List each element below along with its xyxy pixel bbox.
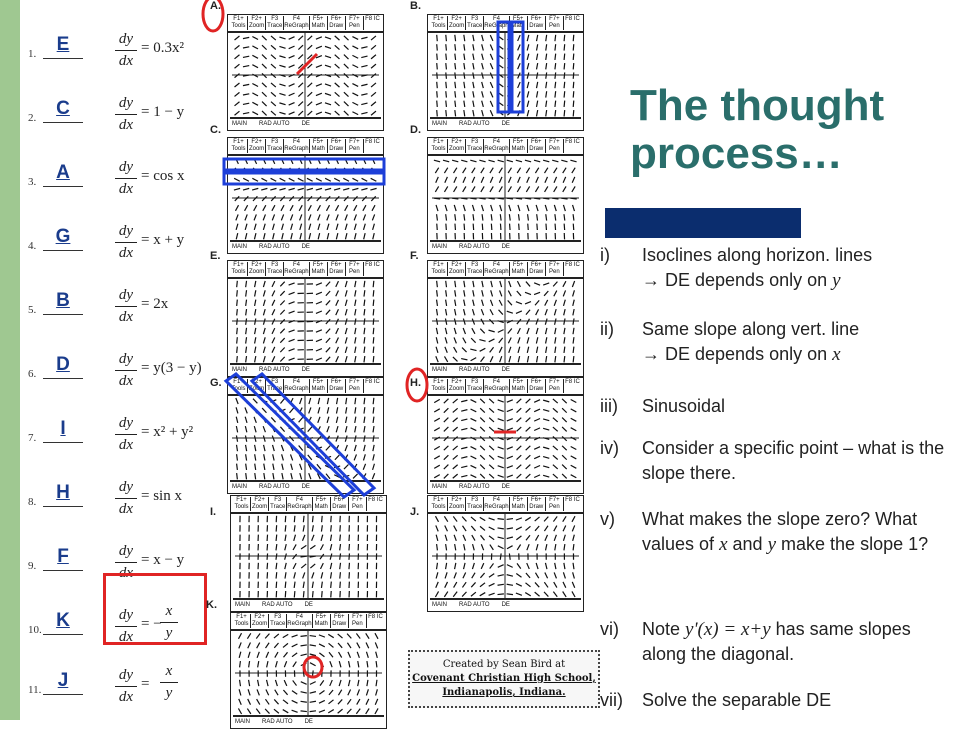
question-number: 3. xyxy=(28,176,36,188)
menu-key: F6+ Draw xyxy=(331,614,349,628)
fraction-bottom: dx xyxy=(115,564,137,583)
menu-key: F6+ Draw xyxy=(331,497,349,511)
graph-letter: F. xyxy=(410,250,419,262)
answer-letter: A xyxy=(50,162,76,184)
menu-key: F2+ Zoom xyxy=(448,139,466,153)
status-text: RAD AUTO xyxy=(259,482,290,493)
item-body xyxy=(642,507,957,557)
graph-letter: E. xyxy=(210,250,220,262)
menu-key: F7+ Pen xyxy=(346,262,364,276)
status-text: RAD AUTO xyxy=(262,717,293,728)
menu-key: F8 IC xyxy=(367,614,384,628)
menu-key: F8 IC xyxy=(364,379,381,393)
fraction-bottom: dx xyxy=(115,116,137,135)
fraction-bottom: dx xyxy=(115,372,137,391)
fraction-top: dy xyxy=(115,222,137,241)
item-label: ii) xyxy=(600,317,614,342)
menu-key: F7+ Pen xyxy=(546,139,564,153)
graph-letter: K. xyxy=(206,599,217,611)
fraction-bottom: dx xyxy=(115,436,137,455)
item-body xyxy=(642,436,957,486)
menu-key: F8 IC xyxy=(564,16,581,30)
menu-key: F2+ Zoom xyxy=(251,614,269,628)
answer-letter: B xyxy=(50,290,76,312)
equation-rhs: = xyxy=(141,676,149,693)
menu-key: F1+ Tools xyxy=(230,379,248,393)
menu-key: F6+ Draw xyxy=(528,16,546,30)
vertical-highlight-1 xyxy=(498,22,509,112)
item-text-line2: → DE depends only on xyxy=(642,344,832,364)
menu-key: F7+ Pen xyxy=(546,262,564,276)
menu-key: F5+ Math xyxy=(510,497,528,511)
question-number: 6. xyxy=(28,368,36,380)
menu-key: F3 Trace xyxy=(266,139,284,153)
item-label: i) xyxy=(600,243,610,268)
menu-key: F5+ Math xyxy=(310,262,328,276)
item-text: Note xyxy=(642,619,680,639)
status-text: DE xyxy=(305,717,313,728)
question-number: 4. xyxy=(28,240,36,252)
menu-key: F2+ Zoom xyxy=(448,497,466,511)
menu-key: F5+ Math xyxy=(313,614,331,628)
and-text: and xyxy=(733,534,763,554)
status-text: DE xyxy=(302,242,310,253)
fraction-bottom: dx xyxy=(115,244,137,263)
menu-key: F2+ Zoom xyxy=(251,497,269,511)
menu-key: F8 IC xyxy=(564,139,581,153)
menu-key: F1+ Tools xyxy=(430,262,448,276)
menu-key: F5+ Math xyxy=(310,139,328,153)
status-text: DE xyxy=(302,365,310,376)
menu-key: F4 ReGraph xyxy=(484,379,509,393)
item-text: Isoclines along horizon. lines xyxy=(642,245,872,265)
menu-key: F5+ Math xyxy=(510,262,528,276)
menu-key: F8 IC xyxy=(367,497,384,511)
item-text-line2: → DE depends only on xyxy=(642,270,832,290)
variable-x: x xyxy=(719,534,727,555)
fraction-top: dy xyxy=(115,94,137,113)
menu-key: F6+ Draw xyxy=(328,262,346,276)
status-text: DE xyxy=(302,482,310,493)
answer-letter: G xyxy=(50,226,76,248)
menu-key: F1+ Tools xyxy=(233,614,251,628)
menu-key: F4 ReGraph xyxy=(284,16,309,30)
item-variable: x xyxy=(832,344,840,365)
question-number: 2. xyxy=(28,112,36,124)
menu-key: F4 ReGraph xyxy=(287,497,312,511)
menu-key: F6+ Draw xyxy=(328,139,346,153)
status-text: DE xyxy=(502,482,510,493)
horizontal-highlight-2 xyxy=(224,173,384,184)
menu-key: F1+ Tools xyxy=(230,262,248,276)
fraction-bottom: dx xyxy=(115,52,137,71)
menu-key: F3 Trace xyxy=(466,379,484,393)
status-text: MAIN xyxy=(432,482,447,493)
menu-key: F6+ Draw xyxy=(528,379,546,393)
status-text: MAIN xyxy=(432,242,447,253)
item-label: iv) xyxy=(600,436,619,461)
menu-key: F4 ReGraph xyxy=(484,16,509,30)
answer-letter: C xyxy=(50,98,76,120)
item-body xyxy=(642,688,957,713)
status-text: MAIN xyxy=(235,717,250,728)
menu-key: F2+ Zoom xyxy=(448,262,466,276)
equation-rhs: = cos x xyxy=(141,168,184,185)
menu-key: F5+ Math xyxy=(310,379,328,393)
fraction-bottom: dx xyxy=(115,628,137,647)
menu-key: F3 Trace xyxy=(466,139,484,153)
rhs-fraction-top: x xyxy=(160,602,178,621)
item-label: vii) xyxy=(600,688,623,713)
variable-y: y xyxy=(768,534,776,555)
credit-line-1: Created by Sean Bird at xyxy=(410,658,598,672)
menu-key: F8 IC xyxy=(564,497,581,511)
menu-key: F1+ Tools xyxy=(430,139,448,153)
item-text: Solve the separable DE xyxy=(642,690,831,710)
graph-letter: H. xyxy=(410,377,421,389)
menu-key: F4 ReGraph xyxy=(284,139,309,153)
credit-box xyxy=(408,650,600,708)
equation-rhs: = 2x xyxy=(141,296,168,313)
status-text: DE xyxy=(502,365,510,376)
menu-key: F1+ Tools xyxy=(430,16,448,30)
menu-key: F2+ Zoom xyxy=(248,379,266,393)
menu-key: F8 IC xyxy=(364,262,381,276)
status-text: RAD AUTO xyxy=(459,242,490,253)
title-underline-bar xyxy=(605,208,801,238)
answer-letter: D xyxy=(50,354,76,376)
page-title: The thought process… xyxy=(630,82,930,178)
question-number: 8. xyxy=(28,496,36,508)
menu-key: F8 IC xyxy=(564,262,581,276)
graph-letter: B. xyxy=(410,0,421,12)
equation-rhs: = 0.3x² xyxy=(141,40,184,57)
fraction-top: dy xyxy=(115,666,137,685)
menu-key: F6+ Draw xyxy=(528,139,546,153)
fraction-top: dy xyxy=(115,350,137,369)
question-number: 9. xyxy=(28,560,36,572)
answer-letter: K xyxy=(50,610,76,632)
item-label: v) xyxy=(600,507,615,532)
status-text: MAIN xyxy=(432,365,447,376)
fraction-top: dy xyxy=(115,158,137,177)
menu-key: F4 ReGraph xyxy=(484,497,509,511)
menu-key: F1+ Tools xyxy=(230,139,248,153)
menu-key: F7+ Pen xyxy=(349,497,367,511)
fraction-bottom: dx xyxy=(115,308,137,327)
graph-letter: D. xyxy=(410,124,421,136)
item-text-end: make the slope 1? xyxy=(781,534,928,554)
question-number: 5. xyxy=(28,304,36,316)
status-text: DE xyxy=(502,242,510,253)
answer-letter: E xyxy=(50,34,76,56)
menu-key: F3 Trace xyxy=(466,16,484,30)
graph-letter: I. xyxy=(210,506,216,518)
status-text: DE xyxy=(502,600,510,611)
menu-key: F4 ReGraph xyxy=(484,262,509,276)
menu-key: F3 Trace xyxy=(266,16,284,30)
status-text: RAD AUTO xyxy=(459,600,490,611)
menu-key: F5+ Math xyxy=(310,16,328,30)
menu-key: F4 ReGraph xyxy=(484,139,509,153)
item-label: vi) xyxy=(600,617,619,642)
menu-key: F7+ Pen xyxy=(546,16,564,30)
graph-letter: C. xyxy=(210,124,221,136)
menu-key: F3 Trace xyxy=(466,262,484,276)
status-text: DE xyxy=(502,119,510,130)
status-text: RAD AUTO xyxy=(459,119,490,130)
answer-letter: I xyxy=(50,418,76,440)
menu-key: F5+ Math xyxy=(510,379,528,393)
menu-key: F5+ Math xyxy=(510,16,528,30)
fraction-top: dy xyxy=(115,414,137,433)
menu-key: F2+ Zoom xyxy=(248,16,266,30)
status-text: RAD AUTO xyxy=(262,600,293,611)
menu-key: F7+ Pen xyxy=(546,379,564,393)
status-text: MAIN xyxy=(432,600,447,611)
status-text: MAIN xyxy=(232,242,247,253)
item-formula: y'(x) = x+y xyxy=(685,619,771,640)
fraction-bottom: dx xyxy=(115,688,137,707)
graph-letter: J. xyxy=(410,506,419,518)
status-text: MAIN xyxy=(432,119,447,130)
status-text: MAIN xyxy=(232,365,247,376)
answer-letter: H xyxy=(50,482,76,504)
menu-key: F4 ReGraph xyxy=(284,379,309,393)
item-text: Consider a specific point – what is the slope there. xyxy=(642,438,944,483)
fraction-top: dy xyxy=(115,606,137,625)
vertical-highlight-2 xyxy=(512,22,523,112)
menu-key: F8 IC xyxy=(564,379,581,393)
item-text-end: has same slopes along the diagonal. xyxy=(642,619,911,664)
menu-key: F2+ Zoom xyxy=(448,16,466,30)
menu-key: F7+ Pen xyxy=(346,16,364,30)
menu-key: F8 IC xyxy=(364,16,381,30)
status-text: RAD AUTO xyxy=(259,119,290,130)
answer-letter: J xyxy=(50,670,76,692)
equation-rhs: = 1 − y xyxy=(141,104,184,121)
item-variable: y xyxy=(832,270,840,291)
menu-key: F5+ Math xyxy=(313,497,331,511)
menu-key: F6+ Draw xyxy=(528,497,546,511)
menu-key: F3 Trace xyxy=(269,614,287,628)
fraction-top: dy xyxy=(115,286,137,305)
fraction-bottom: dx xyxy=(115,500,137,519)
item-text: What makes the slope zero? What values of xyxy=(642,509,917,554)
fraction-top: dy xyxy=(115,30,137,49)
item-body xyxy=(642,317,957,367)
menu-key: F4 ReGraph xyxy=(284,262,309,276)
credit-line-2: Covenant Christian High School, xyxy=(410,672,598,686)
menu-key: F3 Trace xyxy=(466,497,484,511)
menu-key: F3 Trace xyxy=(266,262,284,276)
diagonal-highlight-1 xyxy=(226,374,354,497)
item-body xyxy=(642,394,957,419)
equation-rhs: = x + y xyxy=(141,232,184,249)
circle-highlight-k-origin xyxy=(304,657,322,677)
menu-key: F3 Trace xyxy=(269,497,287,511)
diagonal-highlight-2 xyxy=(252,374,374,495)
circle-highlight-a xyxy=(203,0,223,31)
menu-key: F2+ Zoom xyxy=(248,139,266,153)
item-label: iii) xyxy=(600,394,618,419)
answer-letter: F xyxy=(50,546,76,568)
item-text: Same slope along vert. line xyxy=(642,319,859,339)
rhs-fraction-top: x xyxy=(160,662,178,681)
status-text: DE xyxy=(305,600,313,611)
equation-rhs: = x − y xyxy=(141,552,184,569)
question-number: 10. xyxy=(28,624,42,636)
fraction-top: dy xyxy=(115,542,137,561)
rhs-fraction-bottom: y xyxy=(160,684,178,703)
menu-key: F6+ Draw xyxy=(328,379,346,393)
status-text: RAD AUTO xyxy=(459,365,490,376)
fraction-top: dy xyxy=(115,478,137,497)
equation-rhs: = sin x xyxy=(141,488,182,505)
status-text: RAD AUTO xyxy=(259,365,290,376)
graph-letter: G. xyxy=(210,377,222,389)
menu-key: F4 ReGraph xyxy=(287,614,312,628)
status-text: MAIN xyxy=(232,119,247,130)
menu-key: F5+ Math xyxy=(510,139,528,153)
menu-key: F2+ Zoom xyxy=(248,262,266,276)
rhs-fraction-bottom: y xyxy=(160,624,178,643)
status-text: RAD AUTO xyxy=(259,242,290,253)
menu-key: F7+ Pen xyxy=(349,614,367,628)
menu-key: F8 IC xyxy=(364,139,381,153)
menu-key: F7+ Pen xyxy=(546,497,564,511)
menu-key: F6+ Draw xyxy=(528,262,546,276)
horizontal-highlight-1 xyxy=(224,159,384,170)
menu-key: F1+ Tools xyxy=(233,497,251,511)
circle-highlight-h xyxy=(407,369,427,401)
fraction-bottom: dx xyxy=(115,180,137,199)
question-number: 1. xyxy=(28,48,36,60)
credit-line-3: Indianapolis, Indiana. xyxy=(410,686,598,700)
menu-key: F1+ Tools xyxy=(430,379,448,393)
graph-letter: A. xyxy=(210,0,221,12)
tangent-mark-a xyxy=(297,54,317,74)
question-number: 7. xyxy=(28,432,36,444)
status-text: MAIN xyxy=(235,600,250,611)
question-number: 11. xyxy=(28,684,41,696)
menu-key: F7+ Pen xyxy=(346,379,364,393)
menu-key: F1+ Tools xyxy=(430,497,448,511)
status-text: MAIN xyxy=(232,482,247,493)
equation-rhs: = − xyxy=(141,616,162,633)
status-text: RAD AUTO xyxy=(459,482,490,493)
equation-rhs: = y(3 − y) xyxy=(141,360,202,377)
menu-key: F7+ Pen xyxy=(346,139,364,153)
status-text: DE xyxy=(302,119,310,130)
menu-key: F1+ Tools xyxy=(230,16,248,30)
item-text: Sinusoidal xyxy=(642,396,725,416)
equation-rhs: = x² + y² xyxy=(141,424,193,441)
item-body xyxy=(642,617,957,667)
menu-key: F2+ Zoom xyxy=(448,379,466,393)
menu-key: F3 Trace xyxy=(266,379,284,393)
menu-key: F6+ Draw xyxy=(328,16,346,30)
item-body xyxy=(642,243,957,293)
